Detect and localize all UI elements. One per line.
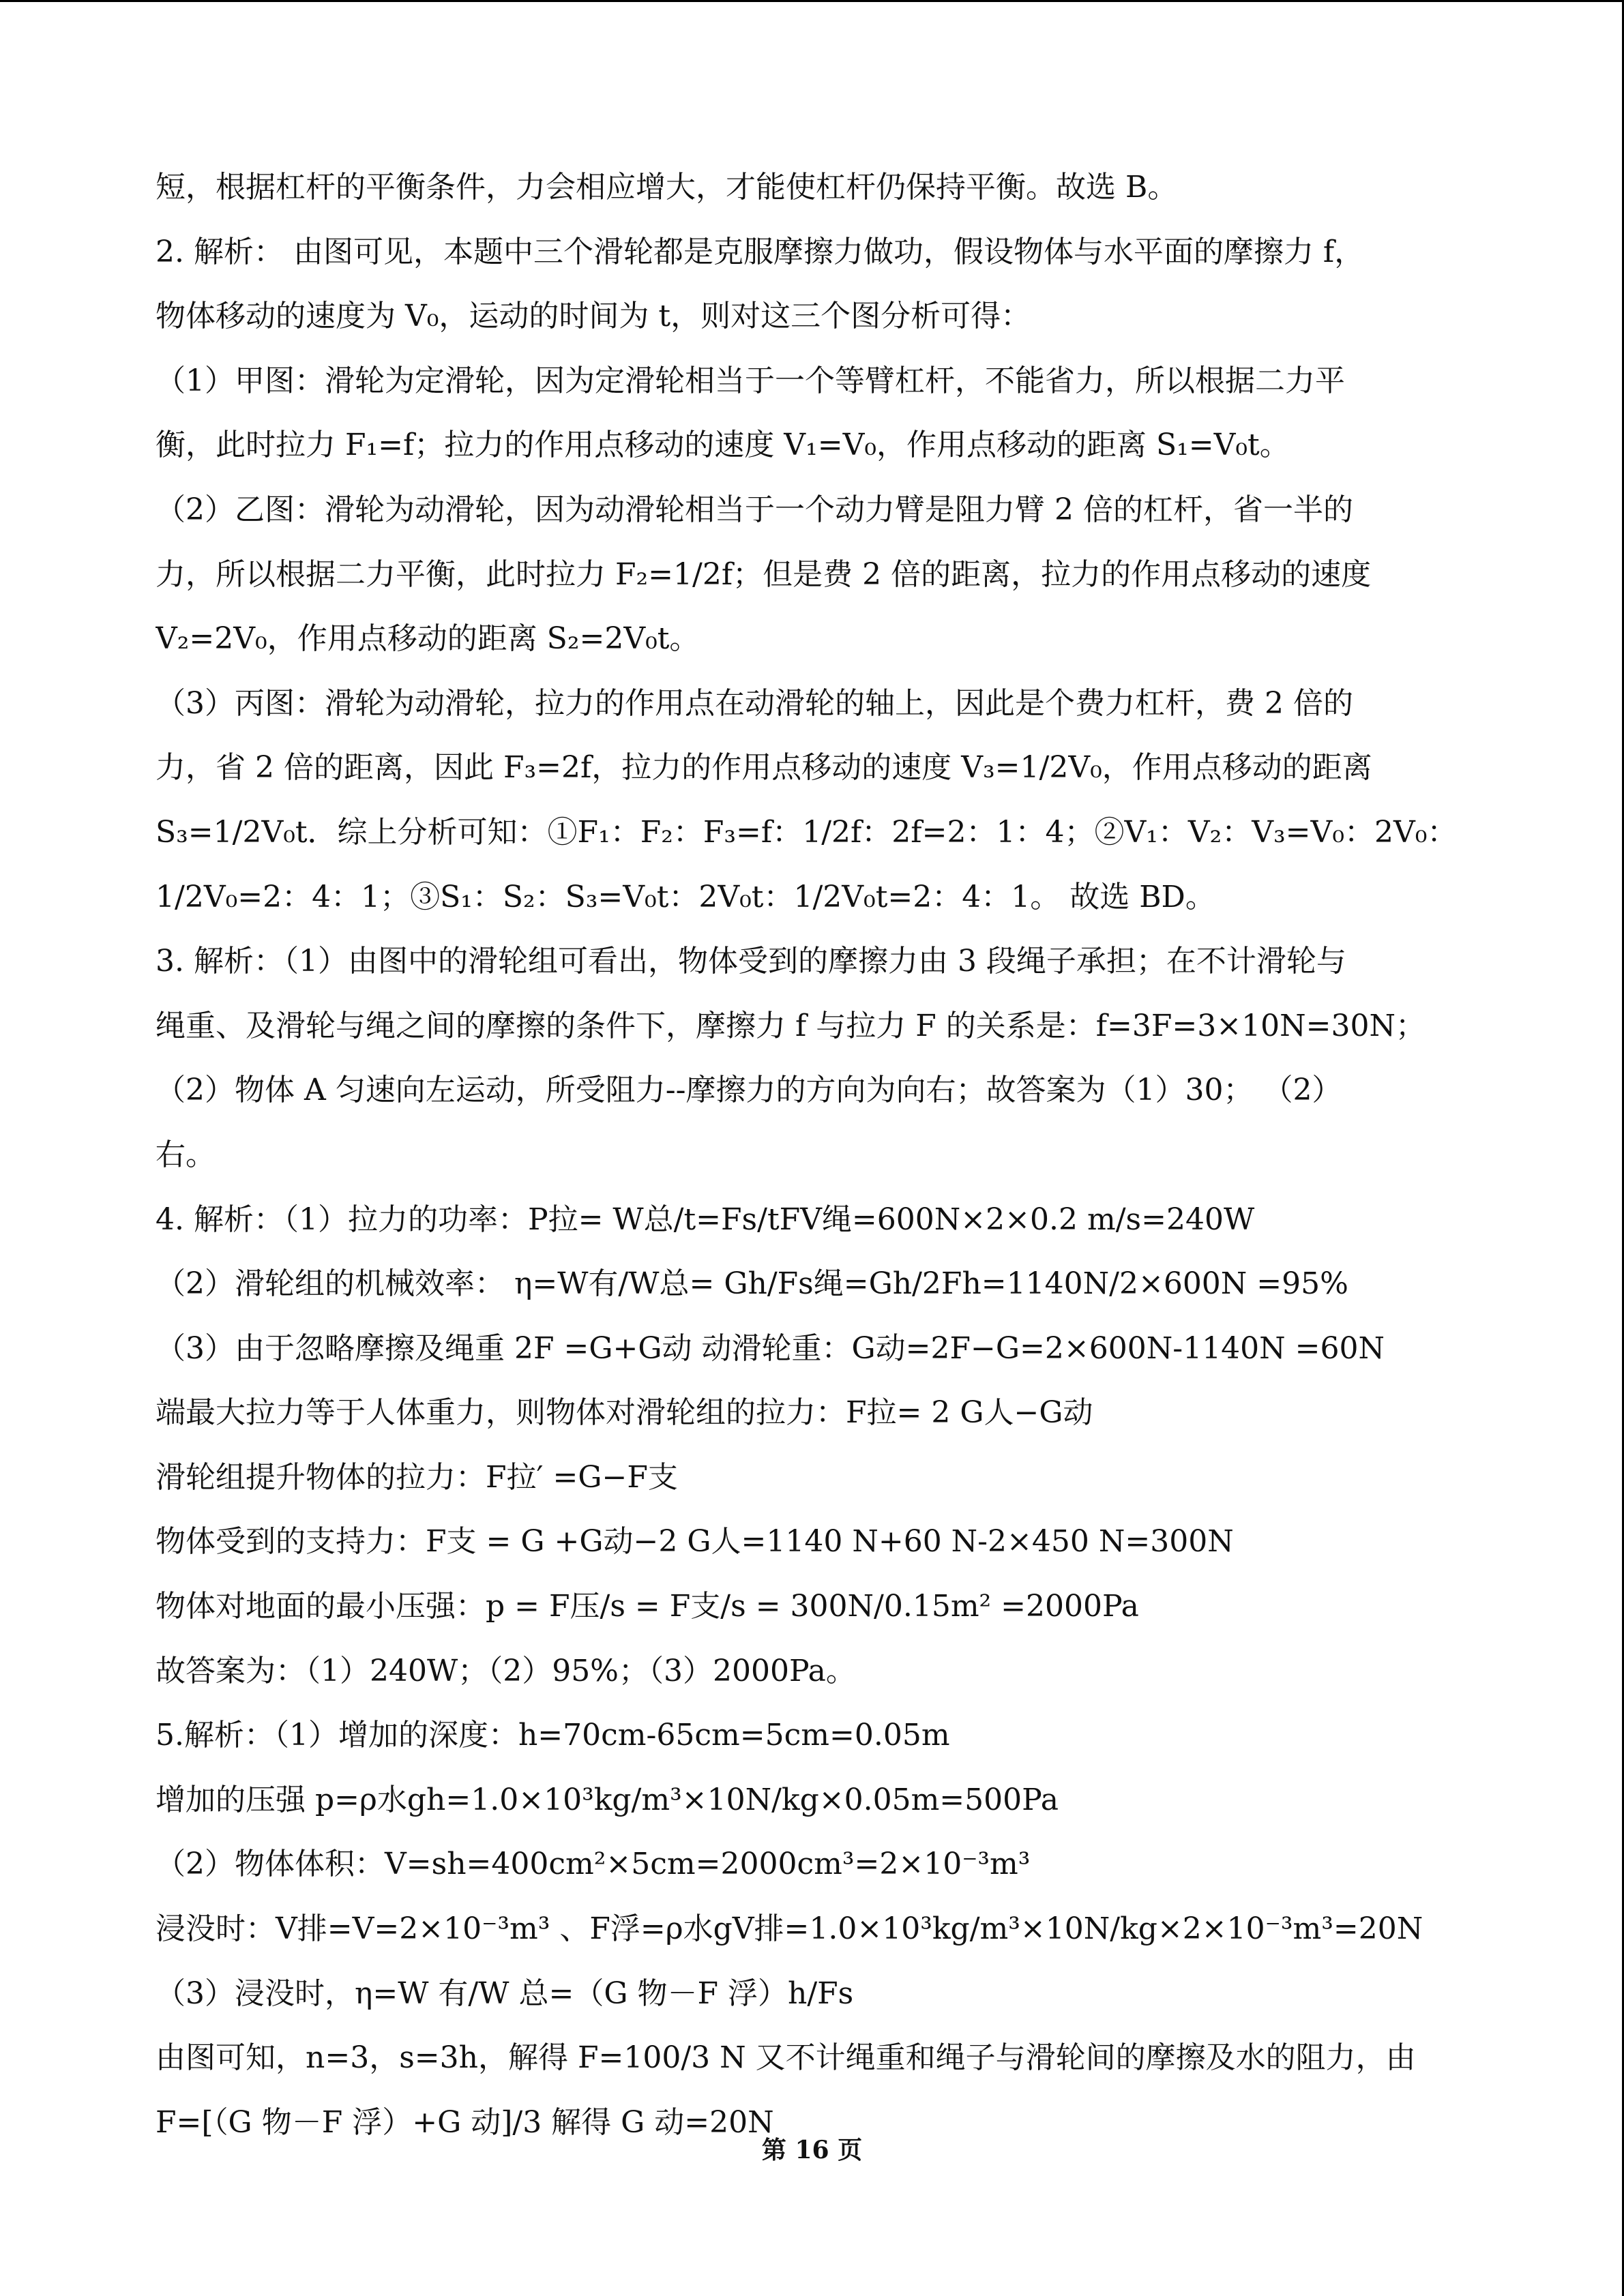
text-line: S₃=1/2V₀t．综上分析可知：①F₁：F₂：F₃=f：1/2f：2f=2：1：4；②V₁：V₂：V₃=V₀：2V₀： [156,814,1458,850]
text-line: （2）物体 A 匀速向左运动，所受阻力--摩擦力的方向为向右；故答案为（1）30； （2） [156,1073,1342,1108]
text-line: 3. 解析：（1）由图中的滑轮组可看出，物体受到的摩擦力由 3 段绳子承担；在不计滑轮与 [156,944,1346,979]
text-line: 短，根据杠杆的平衡条件，力会相应增大，才能使杠杆仍保持平衡。故选 B。 [156,170,1178,205]
text-line: 增加的压强 p=ρ水gh=1.0×10³kg/m³×10N/kg×0.05m=500Pa [156,1782,1059,1817]
text-line: V₂=2V₀，作用点移动的距离 S₂=2V₀t。 [156,621,700,657]
text-line: F=[（G 物－F 浮）+G 动]/3 解得 G 动=20N [156,2104,774,2140]
text-line: 物体对地面的最小压强：p = F压/s = F支/s = 300N/0.15m² =2000Pa [156,1589,1139,1624]
text-line: （3）丙图：滑轮为动滑轮，拉力的作用点在动滑轮的轴上，因此是个费力杠杆，费 2 倍的 [156,685,1353,721]
text-line: （1）甲图：滑轮为定滑轮，因为定滑轮相当于一个等臂杠杆，不能省力，所以根据二力平 [156,363,1345,398]
text-line: （2）物体体积：V=sh=400cm²×5cm=2000cm³=2×10⁻³m³ [156,1847,1031,1882]
document-body [156,155,1472,2155]
text-line: 衡，此时拉力 F₁=f；拉力的作用点移动的速度 V₁=V₀，作用点移动的距离 S₁=V₀t。 [156,428,1290,463]
text-line: （2）乙图：滑轮为动滑轮，因为动滑轮相当于一个动力臂是阻力臂 2 倍的杠杆，省一半的 [156,492,1353,527]
text-line: 5.解析：（1）增加的深度：h=70cm-65cm=5cm=0.05m [156,1718,950,1753]
text-line: （3）由于忽略摩擦及绳重 2F =G+G动 动滑轮重：G动=2F−G=2×600N-1140N =60N [156,1330,1385,1366]
page-number: 第 16 页 [761,2136,863,2164]
text-line: （3）浸没时，η=W 有/W 总=（G 物－F 浮）h/Fs [156,1976,854,2011]
text-line: 物体移动的速度为 V₀，运动的时间为 t，则对这三个图分析可得： [156,299,1031,334]
text-line: 端最大拉力等于人体重力，则物体对滑轮组的拉力：F拉= 2 G人−G动 [156,1395,1093,1431]
text-line: 4. 解析：（1）拉力的功率：P拉= W总/t=Fs/tFV绳=600N×2×0.2 m/s=240W [156,1202,1255,1237]
text-line: 力，省 2 倍的距离，因此 F₃=2f，拉力的作用点移动的速度 V₃=1/2V₀，作用点移动的距离 [156,750,1372,786]
text-line: 滑轮组提升物体的拉力：F拉′ =G−F支 [156,1459,678,1495]
text-line: 由图可知，n=3，s=3h，解得 F=100/3 N 又不计绳重和绳子与滑轮间的摩擦及水的阻力，由 [156,2040,1416,2076]
text-line: 2. 解析： 由图可见，本题中三个滑轮都是克服摩擦力做功，假设物体与水平面的摩擦力 f， [156,234,1365,269]
text-line: 力，所以根据二力平衡，此时拉力 F₂=1/2f；但是费 2 倍的距离，拉力的作用点移动的速度 [156,556,1372,592]
text-line: 1/2V₀=2：4：1；③S₁：S₂：S₃=V₀t：2V₀t：1/2V₀t=2：4：1。 故选 BD。 [156,879,1215,914]
text-line: 绳重、及滑轮与绳之间的摩擦的条件下，摩擦力 f 与拉力 F 的关系是：f=3F=3×10N=30N； [156,1008,1426,1043]
text-line: 右。 [156,1137,216,1172]
text-line: （2）滑轮组的机械效率： η=W有/W总= Gh/Fs绳=Gh/2Fh=1140N/2×600N =95% [156,1266,1348,1302]
text-line: 浸没时：V排=V=2×10⁻³m³ 、F浮=ρ水gV排=1.0×10³kg/m³×10N/kg×2×10⁻³m³=20N [156,1911,1423,1947]
text-line: 物体受到的支持力：F支 = G +G动−2 G人=1140 N+60 N-2×450 N=300N [156,1524,1234,1560]
page-frame-top [0,0,1624,2]
text-line: 故答案为：（1）240W；（2）95%；（3）2000Pa。 [156,1653,856,1688]
